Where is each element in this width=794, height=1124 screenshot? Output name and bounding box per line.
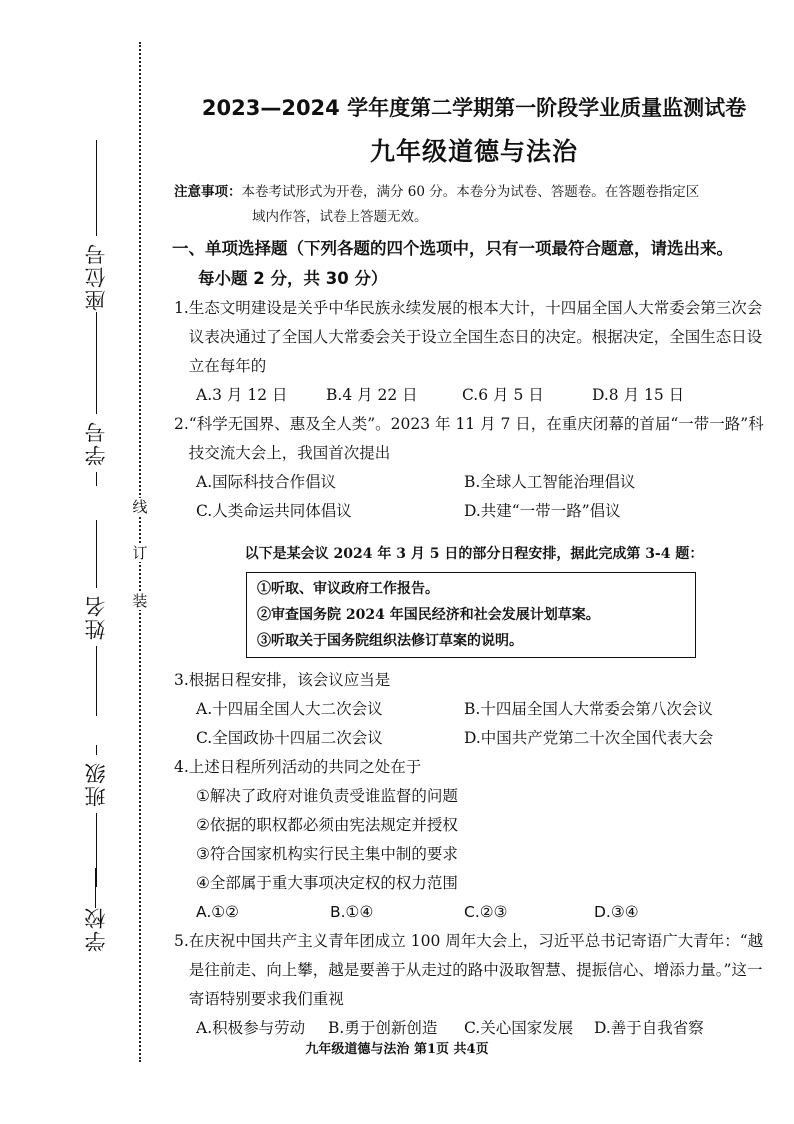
binding-mark-xian: 线 xyxy=(132,498,148,516)
class-field xyxy=(82,745,110,887)
binding-mark-ding: 订 xyxy=(132,544,148,562)
option-b[interactable]: B.十四届全国人大常委会第八次会议 xyxy=(464,700,713,718)
question-stem: 上述日程所列活动的共同之处在于 xyxy=(188,758,422,776)
option-a[interactable]: A.3 月 12 日 xyxy=(196,386,288,404)
notice xyxy=(174,180,774,230)
option-c[interactable]: C.人类命运共同体倡议 xyxy=(196,502,352,520)
name-label: 姓名 xyxy=(84,594,108,640)
school-field xyxy=(82,900,110,958)
student-id-blank xyxy=(96,312,97,414)
option-a[interactable]: A.①② xyxy=(196,903,240,921)
question-number: 1. xyxy=(174,299,189,317)
options xyxy=(174,468,774,526)
student-id-blank-end xyxy=(96,472,97,486)
name-field xyxy=(82,520,110,716)
option-b[interactable]: B.4 月 22 日 xyxy=(326,386,418,404)
student-id-field xyxy=(82,312,110,486)
option-c[interactable]: C.关心国家发展 xyxy=(464,1019,574,1037)
question-1 xyxy=(174,294,774,410)
seat-number-label: 座位号 xyxy=(84,242,108,311)
option-b[interactable]: B.勇于创新创造 xyxy=(328,1019,438,1037)
statement-1: ①解决了政府对谁负责受谁监督的问题 xyxy=(196,787,458,805)
schedule-item: ②审查国务院 2024 年国民经济和社会发展计划草案。 xyxy=(257,607,600,623)
notice-line-2: 域内作答，试卷上答题无效。 xyxy=(252,209,428,225)
options xyxy=(174,695,774,753)
question-number: 2. xyxy=(174,415,189,433)
options xyxy=(174,898,774,927)
seat-number-field xyxy=(82,140,110,339)
option-d[interactable]: D.共建“一带一路”倡议 xyxy=(464,502,621,520)
exam-subject: 九年级道德与法治 xyxy=(369,137,578,166)
question-number: 4. xyxy=(174,758,189,776)
schedule-box xyxy=(246,572,696,658)
school-blank xyxy=(95,868,96,908)
name-blank xyxy=(96,520,97,588)
material-intro: 以下是某会议 2024 年 3 月 5 日的部分日程安排，据此完成第 3-4 题： xyxy=(244,546,704,562)
section-heading-line-2: 每小题 2 分，共 30 分） xyxy=(198,269,388,288)
question-stem: 根据日程安排，该会议应当是 xyxy=(188,671,391,689)
schedule-item: ③听取关于国务院组织法修订草案的说明。 xyxy=(257,633,523,649)
question-3 xyxy=(174,666,774,753)
question-stem: “科学无国界、惠及全人类”。2023 年 11 月 7 日，在重庆闭幕的首届“一带一路”科技交流大会上，我国首次提出 xyxy=(188,415,764,462)
option-b[interactable]: B.①④ xyxy=(330,903,374,921)
option-c[interactable]: C.②③ xyxy=(464,903,508,921)
school-label: 学校 xyxy=(84,906,108,952)
option-d[interactable]: D.③④ xyxy=(594,903,639,921)
options xyxy=(174,381,774,410)
exam-title: 2023—2024 学年度第二学期第一阶段学业质量监测试卷 xyxy=(201,96,747,120)
statement-4: ④全部属于重大事项决定权的权力范围 xyxy=(196,874,458,892)
question-5 xyxy=(174,927,774,1043)
option-b[interactable]: B.全球人工智能治理倡议 xyxy=(464,473,636,491)
option-c[interactable]: C.6 月 5 日 xyxy=(462,386,544,404)
option-a[interactable]: A.十四届全国人大二次会议 xyxy=(196,700,383,718)
schedule-item: ①听取、审议政府工作报告。 xyxy=(257,581,439,597)
notice-label: 注意事项： xyxy=(174,184,242,200)
name-blank-end xyxy=(96,646,97,716)
question-2 xyxy=(174,410,774,526)
class-label: 班级 xyxy=(84,761,108,807)
option-d[interactable]: D.善于自我省察 xyxy=(594,1019,704,1037)
section-heading xyxy=(172,234,774,294)
question-stem: 生态文明建设是关乎中华民族永续发展的根本大计，十四届全国人大常委会第三次会议表决通过了全国人大常委会关于设立全国生态日的决定。根据决定，全国生态日设立在每年的 xyxy=(188,299,763,375)
question-number: 5. xyxy=(174,932,189,950)
notice-line-1: 本卷考试形式为开卷，满分 60 分。本卷分为试卷、答题卷。在答题卷指定区 xyxy=(241,184,700,200)
question-stem: 在庆祝中国共产主义青年团成立 100 周年大会上，习近平总书记寄语广大青年：“越是往前走、向上攀，越是要善于从走过的路中汲取智慧、提振信心、增添力量。”这一寄语特别要求我们重视 xyxy=(188,932,764,1008)
statement-2: ②依据的职权都必须由宪法规定并授权 xyxy=(196,816,458,834)
student-id-label: 学号 xyxy=(84,420,108,466)
question-4 xyxy=(174,753,774,927)
option-c[interactable]: C.全国政协十四届二次会议 xyxy=(196,729,383,747)
statement-3: ③符合国家机构实行民主集中制的要求 xyxy=(196,845,458,863)
question-number: 3. xyxy=(174,671,189,689)
class-blank xyxy=(96,745,97,755)
page-footer: 九年级道德与法治 第1页 共4页 xyxy=(305,1042,489,1057)
option-d[interactable]: D.中国共产党第二十次全国代表大会 xyxy=(464,729,714,747)
section-heading-line-1: 一、单项选择题（下列各题的四个选项中，只有一项最符合题意，请选出来。 xyxy=(172,239,733,258)
binding-mark-zhuang: 装 xyxy=(132,592,148,610)
exam-content xyxy=(174,92,774,1043)
seat-number-blank xyxy=(96,140,97,236)
option-d[interactable]: D.8 月 15 日 xyxy=(592,386,685,404)
option-a[interactable]: A.积极参与劳动 xyxy=(196,1019,306,1037)
option-a[interactable]: A.国际科技合作倡议 xyxy=(196,473,337,491)
